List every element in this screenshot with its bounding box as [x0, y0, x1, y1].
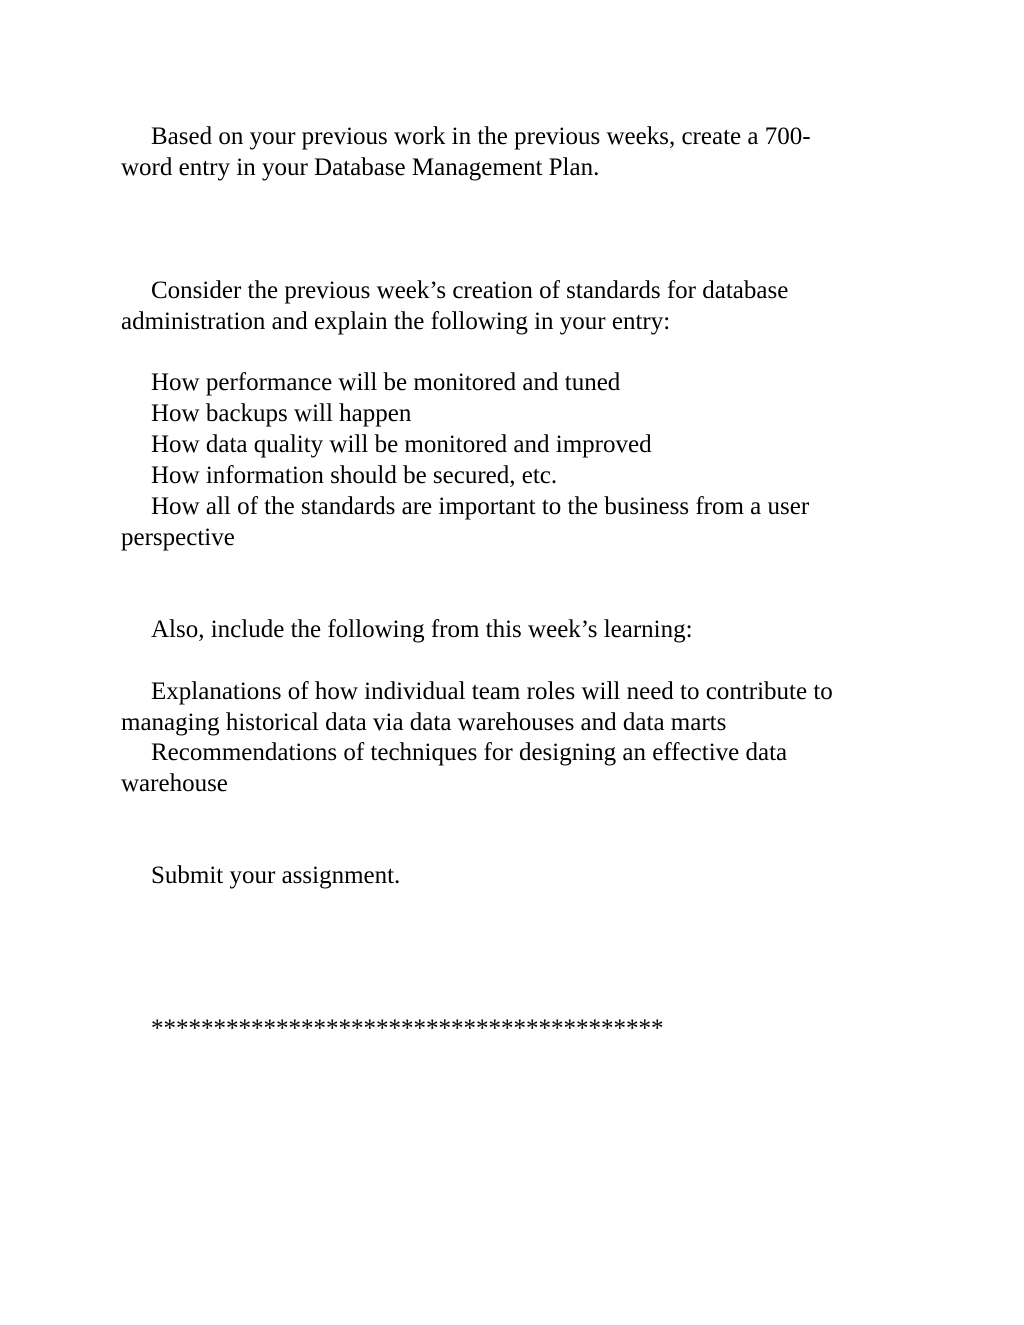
- intro-paragraph: [121, 121, 911, 183]
- consider-paragraph: [121, 275, 911, 337]
- explanations-line-2: managing historical data via data warehouses and data marts: [121, 709, 727, 736]
- recommendations-paragraph: [121, 737, 911, 799]
- list-item-data-quality: How data quality will be monitored and improved: [151, 431, 652, 458]
- list-item-security: How information should be secured, etc.: [151, 462, 558, 489]
- list-item-performance: How performance will be monitored and tuned: [151, 369, 621, 396]
- recommendations-line-2: warehouse: [121, 770, 228, 797]
- list-item-backups: How backups will happen: [151, 400, 412, 427]
- also-paragraph: Also, include the following from this week’s learning:: [151, 616, 693, 643]
- standards-line-1: How all of the standards are important to the business from a user: [151, 493, 810, 520]
- explanations-line-1: Explanations of how individual team roles will need to contribute to: [151, 678, 833, 705]
- standards-line-2: perspective: [121, 524, 235, 551]
- intro-line-1: Based on your previous work in the previous weeks, create a 700-: [151, 123, 811, 150]
- explanations-paragraph: [121, 676, 911, 738]
- separator-asterisks: *****************************************: [151, 1015, 664, 1042]
- recommendations-line-1: Recommendations of techniques for designing an effective data: [151, 739, 788, 766]
- list-item-standards-importance: [121, 491, 911, 553]
- consider-line-2: administration and explain the following in your entry:: [121, 308, 671, 335]
- submit-paragraph: Submit your assignment.: [151, 862, 401, 889]
- intro-line-2: word entry in your Database Management Plan.: [121, 154, 600, 181]
- consider-line-1: Consider the previous week’s creation of standards for database: [151, 277, 789, 304]
